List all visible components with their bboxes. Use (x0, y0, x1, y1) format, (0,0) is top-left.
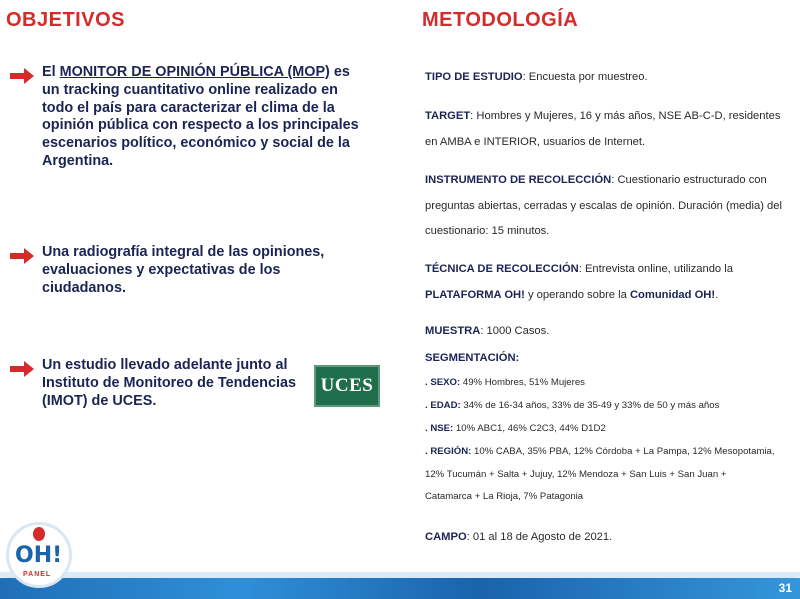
arrow-right-icon (8, 64, 42, 171)
instrumento (425, 168, 787, 245)
target (425, 104, 787, 155)
segmentacion (425, 346, 787, 372)
instrumento-value: : Cuestionario estructurado con preguntas abiertas, cerradas y escalas de opinión. Duración (media) del cuestionario: 15 minutos. (425, 174, 782, 237)
objetivos-title: OBJETIVOS (6, 9, 125, 31)
footer-band (0, 578, 800, 599)
seg-edad (425, 395, 790, 418)
edad-value: 34% de 16-34 años, 33% de 35-49 y 33% de 50 y más años (460, 400, 720, 411)
muestra (425, 319, 787, 345)
objective-text-3: Un estudio llevado adelante junto al Instituto de Monitoreo de Tendencias (IMOT) de UCES. (42, 357, 296, 409)
region-label: . REGIÓN: (425, 446, 472, 457)
segmentacion-label: SEGMENTACIÓN (425, 352, 516, 364)
page-number: 31 (778, 581, 792, 595)
mop-link[interactable]: MONITOR DE OPINIÓN PÚBLICA (MOP) (59, 64, 330, 80)
muestra-label: MUESTRA (425, 325, 481, 337)
plataforma-oh: PLATAFORMA OH! (425, 288, 525, 301)
tecnica (425, 257, 787, 308)
objective-text-1-pre: El (42, 64, 60, 80)
tecnica-label: TÉCNICA DE RECOLECCIÓN (425, 263, 579, 275)
objective-text-2: Una radiografía integral de las opiniones, evaluaciones y expectativas de los ciudadanos. (42, 244, 325, 296)
campo-label: CAMPO (425, 531, 467, 543)
seg-sexo (425, 372, 790, 395)
seg-region (425, 441, 775, 509)
tipo-value: : Encuesta por muestreo. (522, 71, 648, 83)
comunidad-oh: Comunidad OH! (629, 288, 716, 301)
region-value: 10% CABA, 35% PBA, 12% Córdoba + La Pampa, 12% Mesopotamia, 12% Tucumán + Salta + Jujuy, 12% Mendoza + San Luis + San Juan + Catamarca + La Rioja, 7% Patagonia (425, 446, 775, 502)
segmentacion-colon: : (515, 352, 520, 364)
target-label: TARGET (425, 110, 471, 122)
nse-value: 10% ABC1, 46% C2C3, 44% D1D2 (453, 423, 606, 434)
instrumento-label: INSTRUMENTO DE RECOLECCIÓN (425, 174, 612, 186)
edad-label: . EDAD: (425, 400, 461, 411)
objective-bullet-2 (8, 244, 368, 297)
oh-logo-text: OH! (15, 543, 63, 568)
arrow-right-icon (8, 357, 42, 410)
tecnica-value-2: y operando sobre la (524, 288, 630, 301)
target-value: : Hombres y Mujeres, 16 y más años, NSE AB-C-D, residentes en AMBA e INTERIOR, usuarios de Internet. (425, 110, 781, 148)
objective-bullet-3 (8, 357, 308, 410)
tipo-label: TIPO DE ESTUDIO (425, 71, 523, 83)
muestra-value: : 1000 Casos. (480, 325, 550, 337)
tecnica-value-3: . (715, 288, 719, 301)
objective-bullet-1 (8, 64, 368, 171)
sexo-label: . SEXO: (425, 377, 461, 388)
sexo-value: 49% Hombres, 51% Mujeres (460, 377, 585, 388)
objective-text-1 (42, 64, 368, 171)
panel-logo-text: PANEL (23, 571, 52, 578)
seg-nse (425, 418, 790, 441)
nse-label: . NSE: (425, 423, 454, 434)
objective-text-1-post: es un tracking cuantitativo online realizado en todo el país para caracterizar el clima de la opinión pública con respecto a los principales escenarios político, económico y social de la Argentina. (42, 64, 359, 169)
campo-value: : 01 al 18 de Agosto de 2021. (466, 531, 613, 543)
campo (425, 525, 787, 551)
tipo-estudio (425, 65, 787, 91)
arrow-right-icon (8, 244, 42, 297)
tecnica-value-1: : Entrevista online, utilizando la (578, 263, 733, 275)
uces-logo: UCES (314, 365, 380, 407)
oh-panel-logo (6, 522, 72, 588)
metodologia-title: METODOLOGÍA (422, 9, 579, 31)
location-pin-icon (33, 527, 45, 541)
